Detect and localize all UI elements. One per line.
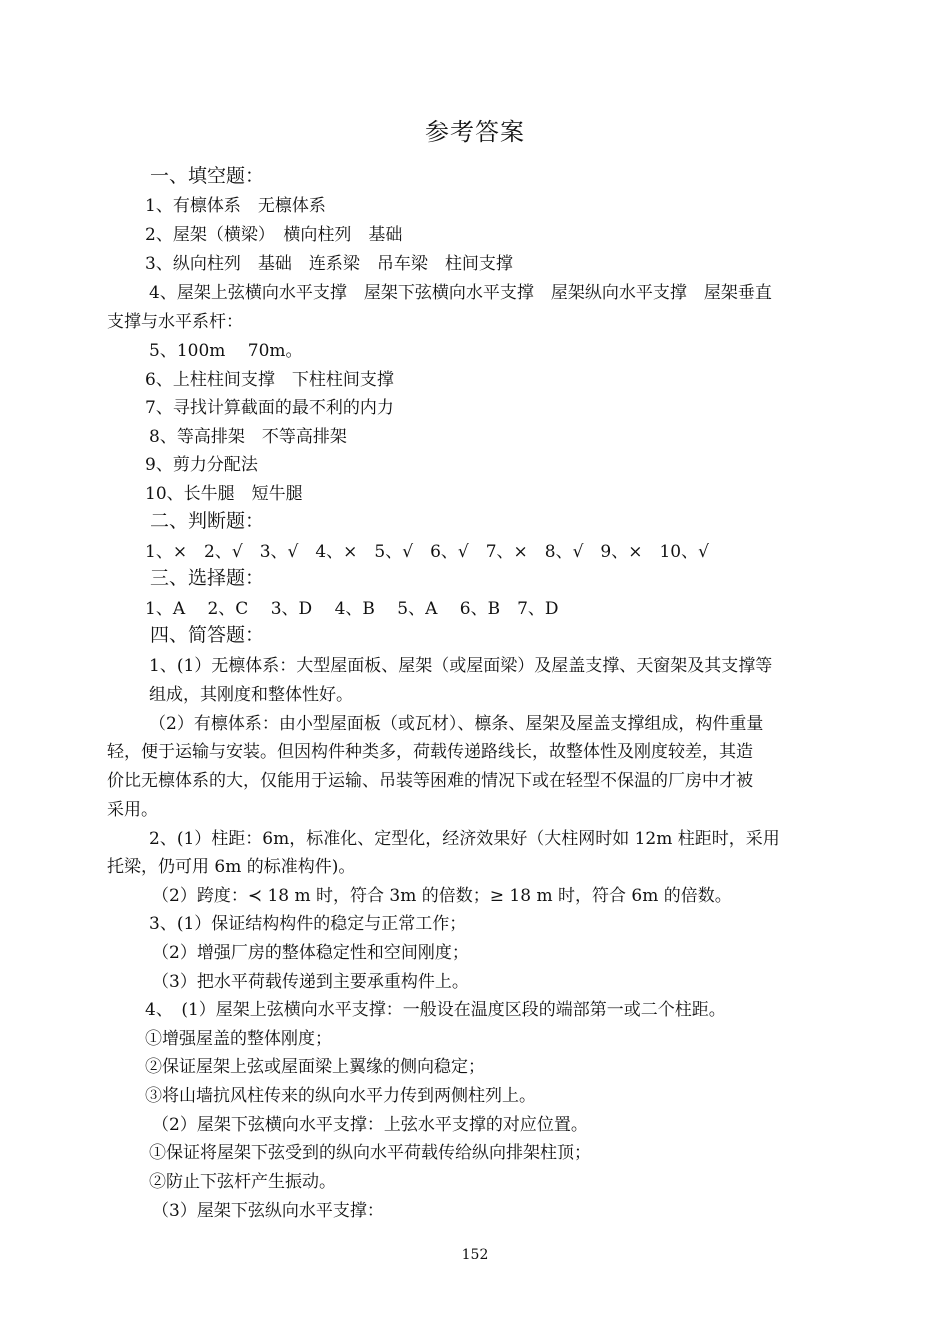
answer-line: 托梁，仍可用 6m 的标准构件)。 <box>107 857 356 877</box>
page-title: 参考答案 <box>425 118 525 146</box>
answer-line: 4、屋架上弦横向水平支撑 屋架下弦横向水平支撑 屋架纵向水平支撑 屋架垂直 <box>149 283 772 303</box>
answer-line: 轻，便于运输与安装。但因构件种类多，荷载传递路线长，故整体性及刚度较差，其造 <box>107 742 753 762</box>
answer-line: （2）有檩体系：由小型屋面板（或瓦材）、檩条、屋架及屋盖支撑组成，构件重量 <box>149 714 764 734</box>
answer-line: 10、长牛腿 短牛腿 <box>145 484 303 504</box>
answer-line: 8、等高排架 不等高排架 <box>149 427 347 447</box>
answer-line: 1、× 2、√ 3、√ 4、× 5、√ 6、√ 7、× 8、√ 9、× 10、√ <box>145 542 709 562</box>
answer-line: 2、(1）柱距：6m，标准化、定型化，经济效果好（大柱网时如 12m 柱距时，采用 <box>149 829 780 849</box>
answer-line: 1、A 2、C 3、D 4、B 5、A 6、B 7、D <box>145 599 559 619</box>
answer-line: ②防止下弦杆产生振动。 <box>149 1172 336 1192</box>
section-heading-fill-in: 一、填空题： <box>150 165 265 187</box>
answer-line: ③将山墙抗风柱传来的纵向水平力传到两侧柱列上。 <box>145 1086 536 1106</box>
answer-line: （2）屋架下弦横向水平支撑：上弦水平支撑的对应位置。 <box>152 1115 588 1135</box>
answer-line: 1、有檩体系 无檩体系 <box>145 196 326 216</box>
answer-line: 3、(1）保证结构构件的稳定与正常工作； <box>149 914 467 934</box>
answer-line: 5、100m 70m。 <box>149 341 303 361</box>
section-heading-short-answer: 四、简答题： <box>150 624 265 646</box>
answer-line: ①增强屋盖的整体刚度； <box>145 1029 332 1049</box>
page-number: 152 <box>461 1247 489 1263</box>
answer-line: 1、(1）无檩体系：大型屋面板、屋架（或屋面梁）及屋盖支撑、天窗架及其支撑等 <box>149 656 773 676</box>
answer-line: 7、寻找计算截面的最不利的内力 <box>145 398 394 418</box>
answer-line: 采用。 <box>107 800 158 820</box>
section-heading-true-false: 二、判断题： <box>150 510 265 532</box>
answer-line: （2）跨度：≺ 18 m 时，符合 3m 的倍数；≥ 18 m 时，符合 6m 的倍数。 <box>152 886 732 906</box>
answer-line: （2）增强厂房的整体稳定性和空间刚度； <box>152 943 469 963</box>
answer-line: 价比无檩体系的大，仅能用于运输、吊装等困难的情况下或在轻型不保温的厂房中才被 <box>107 771 753 791</box>
answer-line: 支撑与水平系杆： <box>107 312 243 332</box>
answer-line: 9、剪力分配法 <box>145 455 258 475</box>
answer-line: （3）把水平荷载传递到主要承重构件上。 <box>152 972 469 992</box>
answer-line: 4、 (1）屋架上弦横向水平支撑：一般设在温度区段的端部第一或二个柱距。 <box>145 1000 726 1020</box>
answer-line: （3）屋架下弦纵向水平支撑： <box>152 1201 384 1221</box>
answer-line: 3、纵向柱列 基础 连系梁 吊车梁 柱间支撑 <box>145 254 513 274</box>
answer-line: ①保证将屋架下弦受到的纵向水平荷载传给纵向排架柱顶； <box>149 1143 591 1163</box>
answer-line: ②保证屋架上弦或屋面梁上翼缘的侧向稳定； <box>145 1057 485 1077</box>
section-heading-choice: 三、选择题： <box>150 567 265 589</box>
answer-line: 6、上柱柱间支撑 下柱柱间支撑 <box>145 370 394 390</box>
answer-line: 组成，其刚度和整体性好。 <box>149 685 353 705</box>
answer-line: 2、屋架（横梁） 横向柱列 基础 <box>145 225 403 245</box>
